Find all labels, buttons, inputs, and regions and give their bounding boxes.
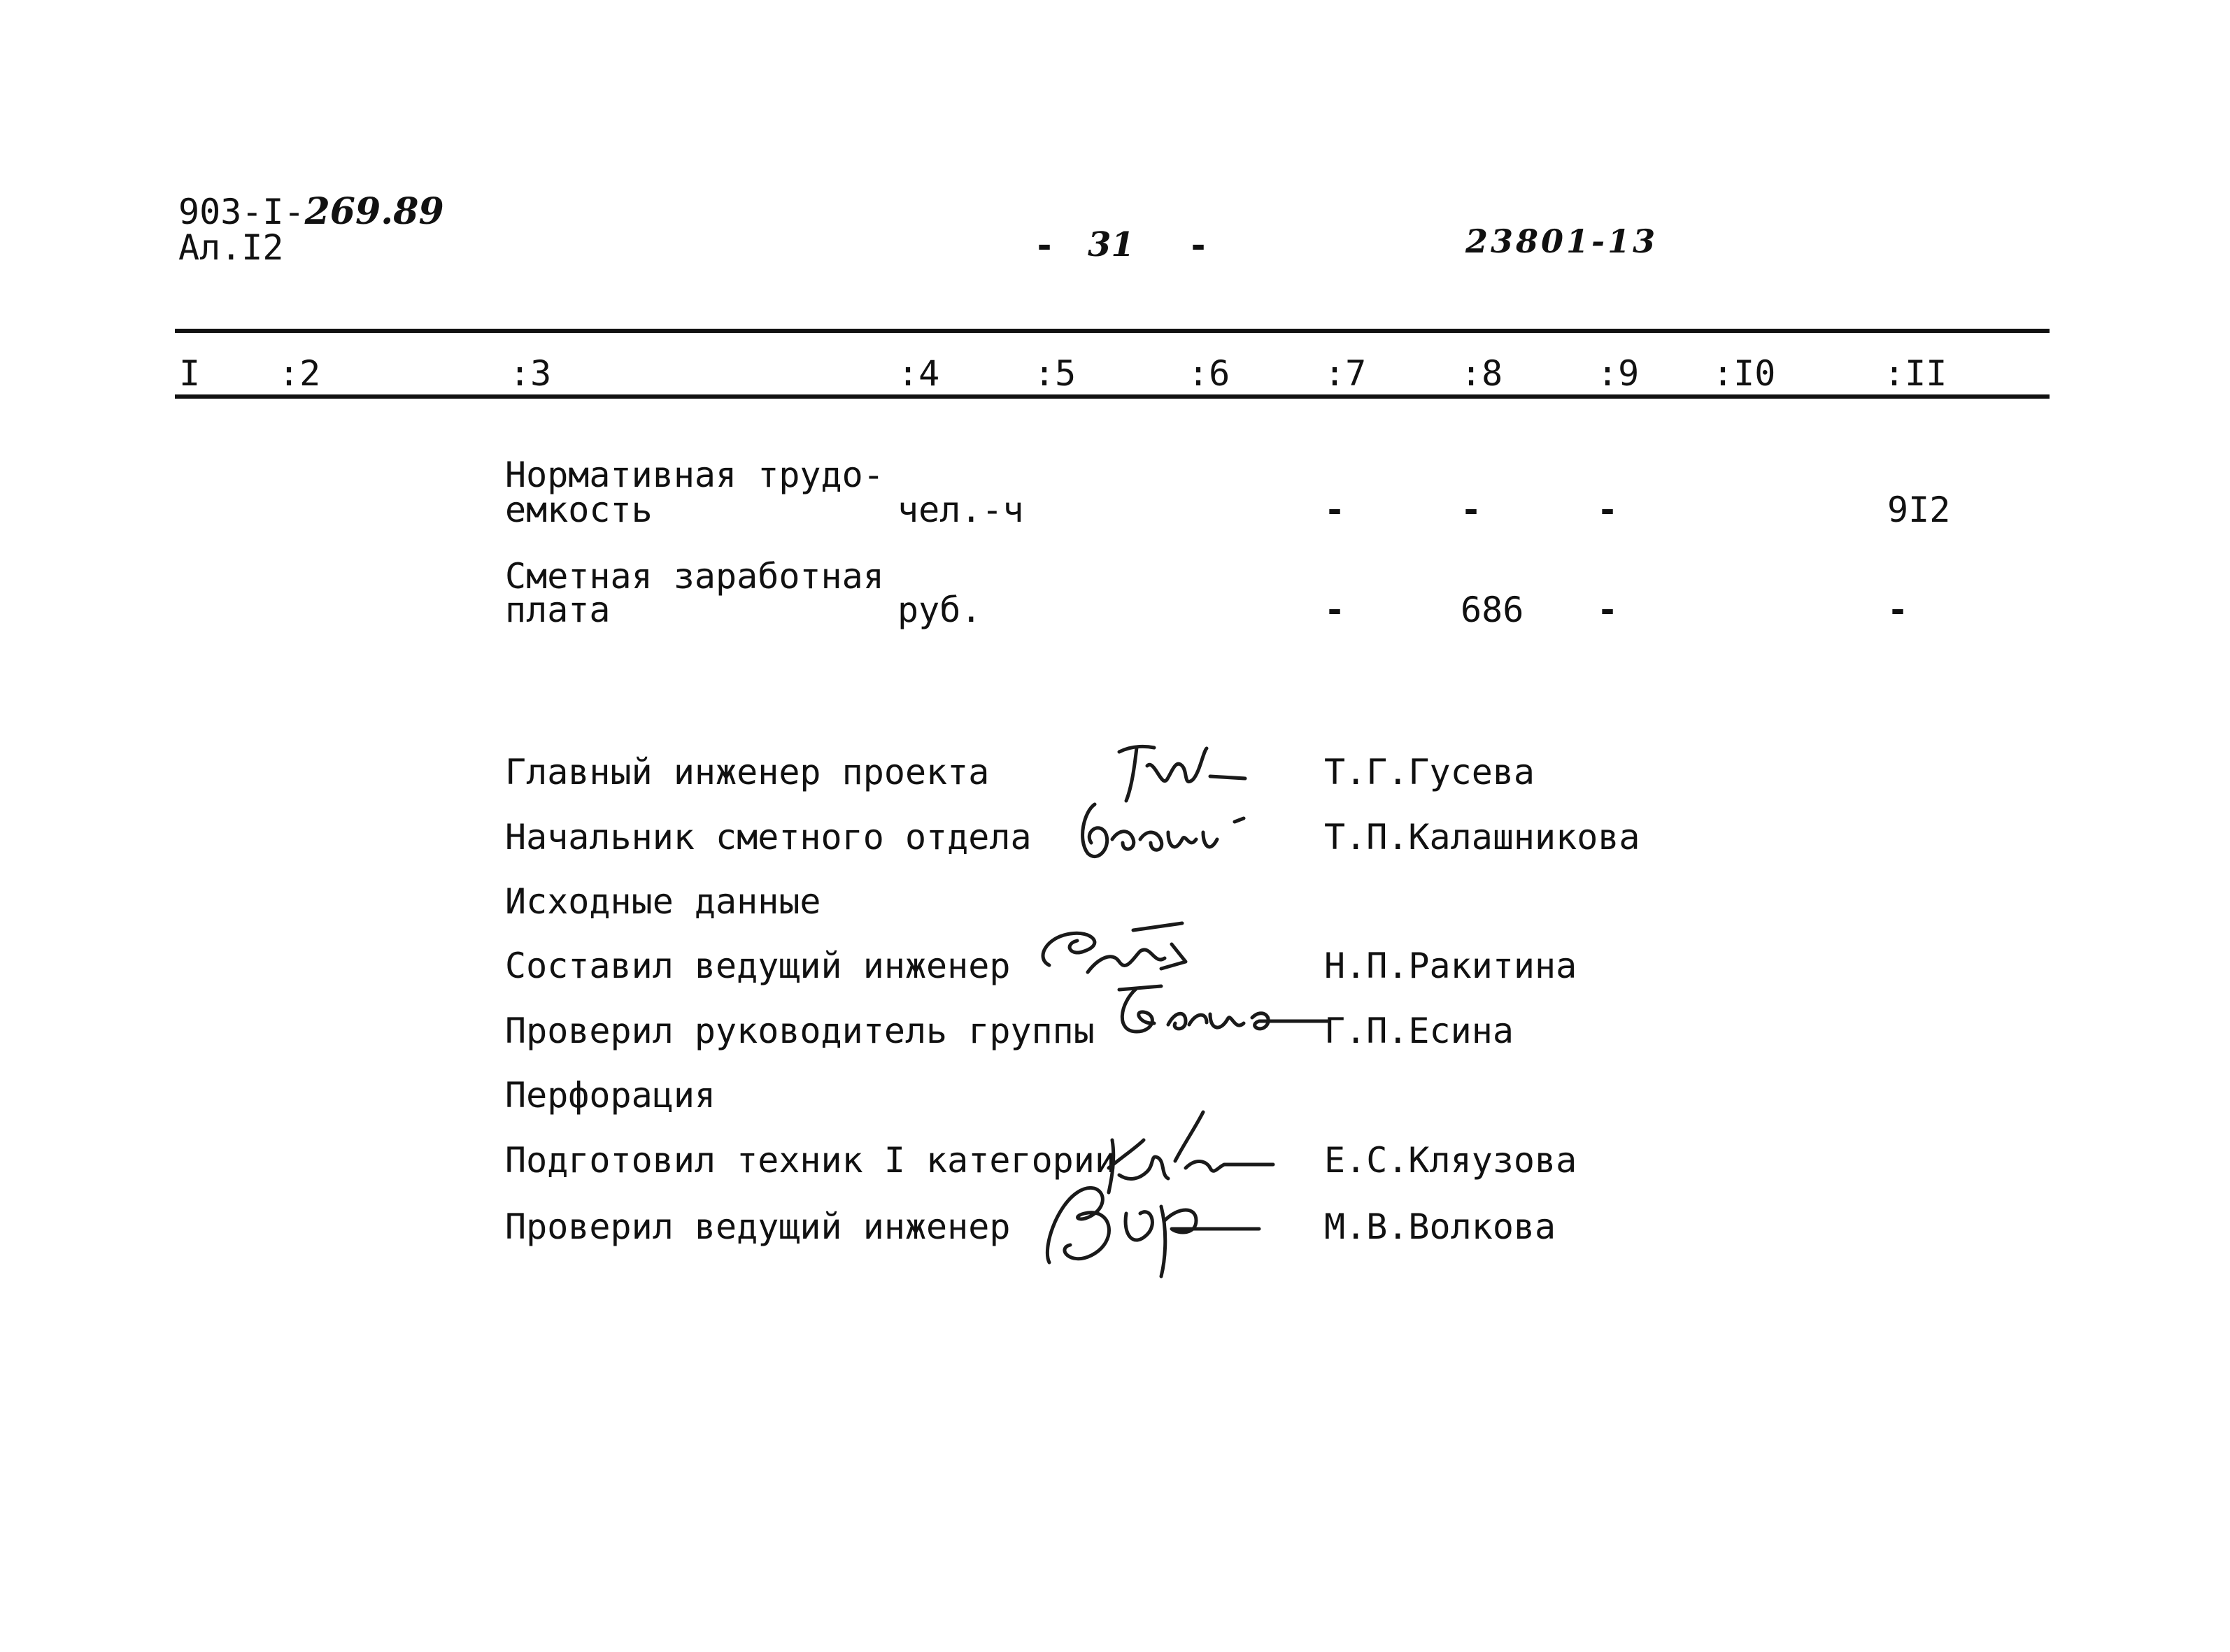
row-2-unit: руб. — [897, 590, 982, 630]
header-rule-bottom — [175, 394, 2050, 399]
signature-name-3: Н.П.Ракитина — [1324, 946, 1577, 986]
signature-role-3: Составил ведущий инженер — [505, 946, 1011, 986]
column-number-1: I — [179, 353, 201, 394]
row-1-name-line-1: Нормативная трудо- — [505, 455, 884, 495]
row-1-col-9: - — [1597, 490, 1619, 530]
column-number-2: :2 — [278, 353, 321, 394]
column-number-10: :I0 — [1712, 353, 1776, 394]
row-1-col-7: - — [1324, 490, 1346, 530]
signature-volkova-handwriting — [1028, 1165, 1266, 1283]
row-2-col-7: - — [1324, 590, 1346, 630]
row-2-col-8: 686 — [1461, 590, 1524, 630]
document-code — [178, 190, 444, 233]
document-code-handwritten: 269.89 — [304, 190, 444, 233]
section-perforation: Перфорация — [505, 1075, 716, 1116]
row-2-name-line-1: Сметная заработная — [505, 556, 884, 597]
column-number-4: :4 — [897, 353, 940, 394]
row-2-col-9: - — [1597, 590, 1619, 630]
signature-role-6: Проверил ведущий инженер — [505, 1206, 1011, 1247]
sheet-label: Ал.I2 — [178, 227, 284, 268]
signature-name-5: Е.С.Кляузова — [1324, 1140, 1577, 1181]
row-1-col-11: 9I2 — [1887, 490, 1951, 530]
column-number-6: :6 — [1188, 353, 1230, 394]
signature-role-2: Начальник сметного отдела — [505, 817, 1032, 857]
signature-esina-handwriting — [1105, 976, 1329, 1053]
column-number-9: :9 — [1597, 353, 1640, 394]
signature-role-5: Подготовил техник I категории — [505, 1140, 1116, 1181]
page-number: 31 — [1088, 225, 1135, 264]
row-2-col-11: - — [1887, 590, 1909, 630]
row-1-unit: чел.-ч — [897, 490, 1024, 530]
document-code-typed: 903-I- — [178, 192, 305, 232]
archive-number: 23801-13 — [1465, 222, 1659, 260]
signature-name-1: Т.Г.Гусева — [1324, 752, 1535, 792]
column-number-3: :3 — [509, 353, 552, 394]
signature-role-4: Проверил руководитель группы — [505, 1011, 1095, 1051]
row-2-name-line-2: плата — [505, 590, 611, 630]
page-dash-left: - — [1034, 225, 1056, 266]
column-number-8: :8 — [1461, 353, 1503, 394]
signature-kalashnikova-handwriting — [1063, 790, 1259, 874]
page-dash-right: - — [1188, 225, 1209, 266]
header-rule-top — [175, 329, 2050, 333]
section-source-data: Исходные данные — [505, 881, 821, 922]
row-1-name-line-2: емкость — [505, 490, 653, 530]
column-number-5: :5 — [1034, 353, 1077, 394]
signature-name-4: Г.П.Есина — [1324, 1011, 1514, 1051]
column-number-11: :II — [1884, 353, 1947, 394]
column-number-7: :7 — [1324, 353, 1367, 394]
row-1-col-8: - — [1461, 490, 1482, 530]
signature-name-2: Т.П.Калашникова — [1324, 817, 1640, 857]
signature-role-1: Главный инженер проекта — [505, 752, 990, 792]
signature-name-6: М.В.Волкова — [1324, 1206, 1556, 1247]
